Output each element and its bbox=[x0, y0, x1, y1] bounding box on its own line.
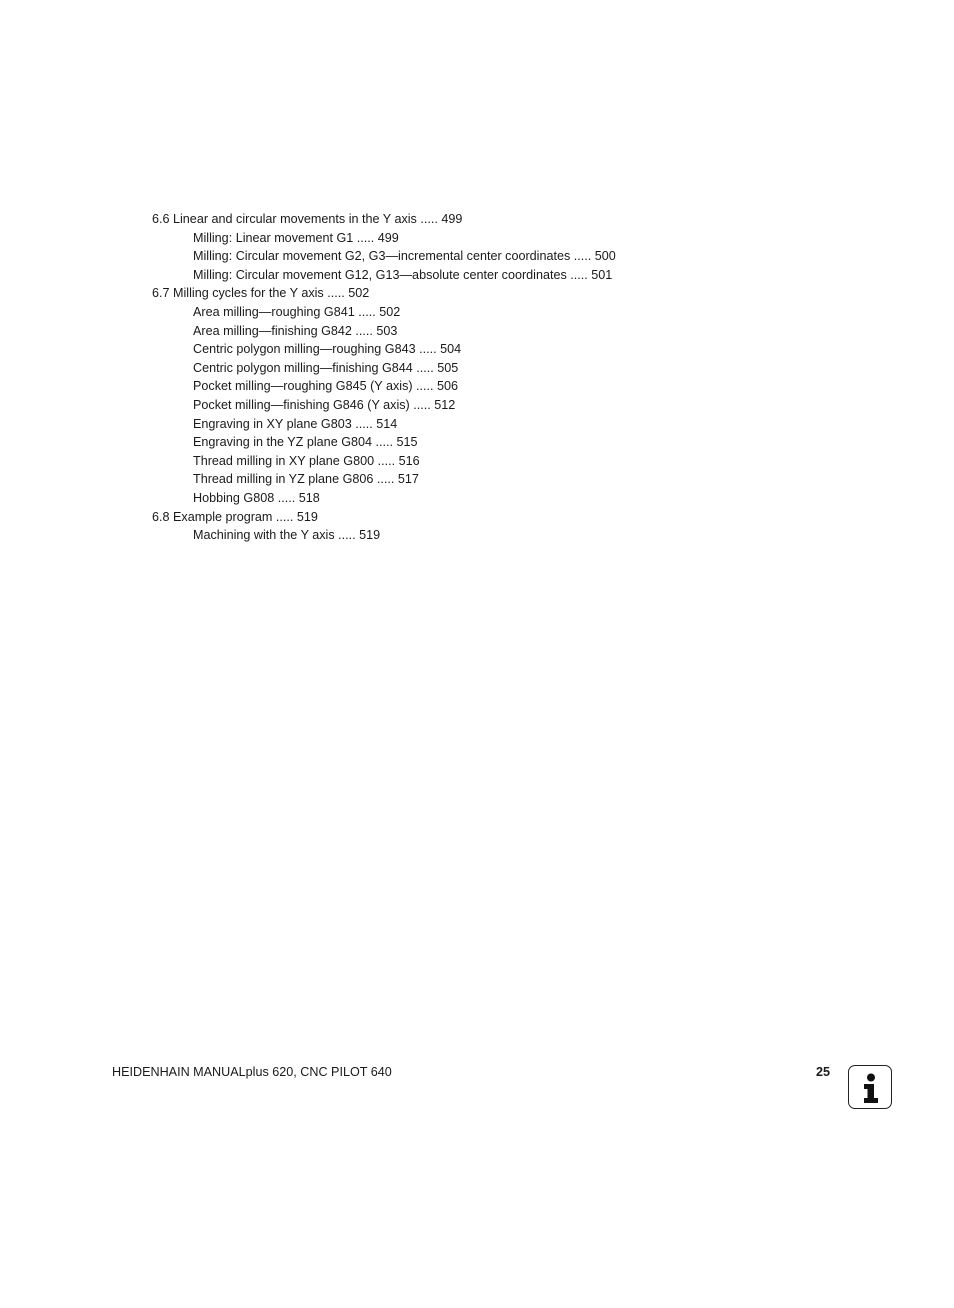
toc-section-6-8[interactable]: 6.8 Example program ..... 519 bbox=[152, 509, 318, 524]
toc-entry[interactable]: Engraving in the YZ plane G804 ..... 515 bbox=[193, 435, 418, 450]
toc-entry[interactable]: Milling: Circular movement G12, G13—absolute center coordinates ..... 501 bbox=[193, 267, 613, 282]
toc-entry[interactable]: Engraving in XY plane G803 ..... 514 bbox=[193, 416, 398, 431]
toc-entry[interactable]: Centric polygon milling—finishing G844 ..... 505 bbox=[193, 360, 459, 375]
toc-entry[interactable]: Machining with the Y axis ..... 519 bbox=[193, 528, 381, 543]
toc-entry[interactable]: Milling: Linear movement G1 ..... 499 bbox=[193, 230, 399, 245]
toc-section-6-6[interactable]: 6.6 Linear and circular movements in the Y axis ..... 499 bbox=[152, 212, 463, 226]
toc-entry[interactable]: Milling: Circular movement G2, G3—incremental center coordinates ..... 500 bbox=[193, 249, 616, 264]
page-number: 25 bbox=[815, 1065, 830, 1079]
info-icon bbox=[848, 1065, 892, 1109]
toc-section-6-7[interactable]: 6.7 Milling cycles for the Y axis ..... 502 bbox=[152, 286, 370, 301]
footer-title: HEIDENHAIN MANUALplus 620, CNC PILOT 640 bbox=[112, 1065, 392, 1079]
toc-entry[interactable]: Pocket milling—finishing G846 (Y axis) ..... 512 bbox=[193, 397, 456, 412]
table-of-contents bbox=[152, 210, 852, 545]
toc-entry[interactable]: Thread milling in XY plane G800 ..... 516 bbox=[193, 453, 420, 468]
toc-entry[interactable]: Hobbing G808 ..... 518 bbox=[193, 490, 320, 505]
info-glyph bbox=[849, 1066, 893, 1110]
toc-entry[interactable]: Centric polygon milling—roughing G843 ..... 504 bbox=[193, 342, 462, 357]
toc-entry[interactable]: Area milling—roughing G841 ..... 502 bbox=[193, 304, 401, 319]
toc-entry[interactable]: Thread milling in YZ plane G806 ..... 517 bbox=[193, 472, 419, 487]
toc-entry[interactable]: Area milling—finishing G842 ..... 503 bbox=[193, 323, 398, 338]
toc-entry[interactable]: Pocket milling—roughing G845 (Y axis) ..... 506 bbox=[193, 379, 459, 394]
